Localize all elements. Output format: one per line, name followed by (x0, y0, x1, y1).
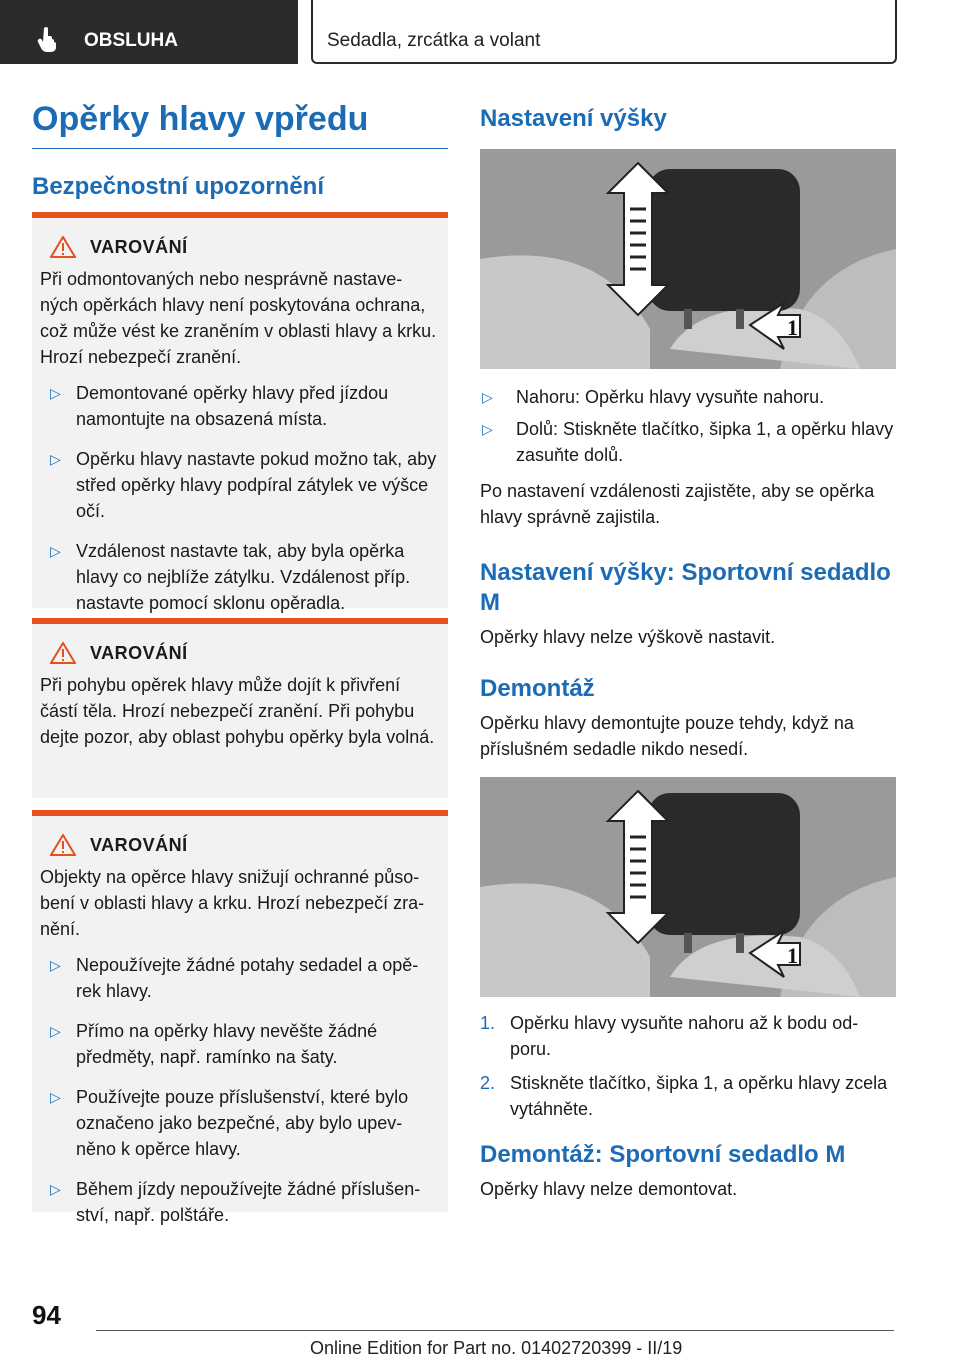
warning-text: Objekty na opěrce hlavy snižují ochranné půso-bení v oblasti hlavy a krku. Hrozí nebezpečí zra-nění. (40, 867, 425, 939)
title-divider (32, 148, 448, 149)
sport-section (480, 558, 896, 650)
sport-removal-text: Opěrky hlavy nelze demontovat. (480, 1179, 738, 1199)
warning-label: VAROVÁNÍ (90, 834, 188, 855)
warning-label: VAROVÁNÍ (90, 236, 188, 257)
sport-text: Opěrky hlavy nelze výškově nastavit. (480, 627, 776, 647)
list-item: 2. Stiskněte tlačítko, šipka 1, a opěrku hlavy zcela vytáhněte. (480, 1073, 888, 1119)
arrow-label: 1 (787, 315, 798, 340)
safety-heading: Bezpečnostní upozornění (32, 173, 325, 200)
warning-list (40, 380, 440, 616)
warning-list (40, 952, 440, 1228)
removal-text: Opěrku hlavy demontujte pouze tehdy, když na příslušném sedadle nikdo nesedí. (480, 713, 854, 759)
height-heading: Nastavení výšky (480, 105, 667, 132)
removal-steps (480, 1010, 896, 1130)
sport-heading: Nastavení výšky: Sportovní sedadlo M (480, 559, 891, 616)
list-item: ▷ Vzdálenost nastavte tak, aby byla opěrka hlavy co nejblíže zátylku. Vzdálenost příp. nastavte pomocí sklonu opěradla. (50, 541, 411, 613)
section-tab (0, 0, 298, 64)
list-item: ▷ Dolů: Stiskněte tlačítko, šipka 1, a opěrku hlavy zasuňte dolů. (482, 419, 894, 465)
warning-icon (50, 834, 76, 856)
page-title: Opěrky hlavy vpředu (32, 100, 369, 138)
height-note: Po nastavení vzdálenosti zajistěte, aby se opěrka hlavy správně zajistila. (480, 481, 875, 527)
headrest-photo-1 (480, 149, 896, 369)
warning-box-1 (32, 212, 448, 613)
removal-section (480, 674, 896, 762)
list-item: ▷ Nepoužívejte žádné potahy sedadel a opě-rek hlavy. (50, 955, 419, 1001)
headrest-photo-2 (480, 777, 896, 997)
warning-text: Při pohybu opěrek hlavy může dojít k přivření částí těla. Hrozí nebezpečí zranění. Při pohybu dejte pozor, aby oblast pohybu opěrky byla volná. (40, 675, 435, 747)
list-item: ▷ Přímo na opěrky hlavy nevěšte žádné předměty, např. ramínko na šaty. (50, 1021, 378, 1067)
chapter-tab (311, 0, 897, 64)
warning-icon (50, 642, 76, 664)
footer-divider (96, 1330, 894, 1331)
removal-heading: Demontáž (480, 675, 595, 702)
hand-icon (36, 26, 60, 52)
sport-removal-section (480, 1140, 896, 1202)
warning-box-2 (32, 618, 448, 798)
list-item: ▷ Používejte pouze příslušenství, které bylo označeno jako bezpečné, aby bylo upev-něno k opěrce hlavy. (50, 1087, 409, 1159)
chapter-title: Sedadla, zrcátka a volant (327, 30, 541, 51)
list-item: ▷ Nahoru: Opěrku hlavy vysuňte nahoru. (482, 387, 825, 407)
warning-icon (50, 236, 76, 258)
warning-box-3 (32, 810, 448, 1225)
list-item: ▷ Opěrku hlavy nastavte pokud možno tak, aby střed opěrky hlavy podpíral zátylek ve výšce očí. (50, 449, 437, 521)
arrow-label: 1 (787, 943, 798, 968)
list-item: 1. Opěrku hlavy vysuňte nahoru až k bodu od-poru. (480, 1013, 859, 1059)
list-item: ▷ Demontované opěrky hlavy před jízdou namontujte na obsazená místa. (50, 383, 389, 429)
section-label: OBSLUHA (84, 30, 178, 51)
height-steps (480, 384, 896, 530)
sport-removal-heading: Demontáž: Sportovní sedadlo M (480, 1141, 846, 1168)
warning-label: VAROVÁNÍ (90, 642, 188, 663)
page-number: 94 (32, 1300, 61, 1330)
list-item: ▷ Během jízdy nepoužívejte žádné příslušen-ství, např. polštáře. (50, 1179, 421, 1225)
edition-text: Online Edition for Part no. 01402720399 - II/19 (310, 1338, 683, 1358)
warning-text: Při odmontovaných nebo nesprávně nastave-ných opěrkách hlavy není poskytována ochrana, což může vést ke zraněním v oblasti hlavy a krku. Hrozí nebezpečí zranění. (40, 269, 437, 367)
